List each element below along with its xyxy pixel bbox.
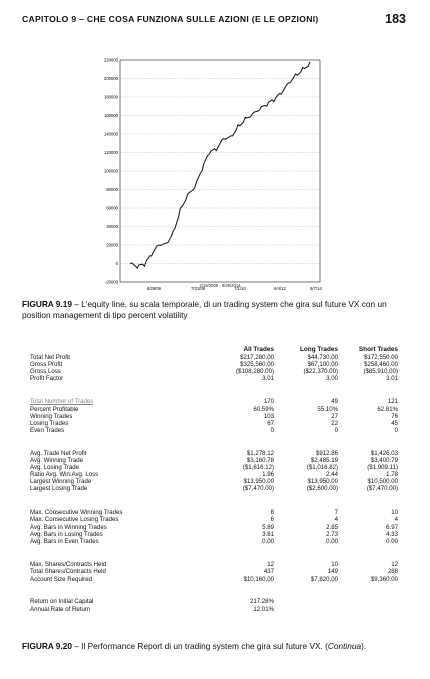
- row-value: 76: [391, 413, 398, 420]
- row-label: Profit Factor: [30, 375, 64, 382]
- y-tick-label: 120000: [104, 149, 118, 155]
- equity-line: [130, 62, 310, 268]
- row-label: Max. Shares/Contracts Held: [30, 561, 107, 568]
- row-label: Gross Profit: [30, 361, 63, 368]
- row-value: ($1,616.12): [242, 464, 274, 471]
- row-value: 0.00: [326, 538, 338, 545]
- row-value: 5.89: [262, 524, 274, 531]
- row-value: 0: [270, 427, 274, 434]
- row-value: ($1,016.82): [306, 464, 338, 471]
- y-tick-label: 40000: [106, 223, 118, 229]
- row-label: Even Trades: [30, 427, 65, 434]
- row-value: 8: [270, 509, 274, 516]
- row-value: $1,426.03: [370, 450, 398, 457]
- row-value: 12: [267, 561, 274, 568]
- row-value: ($108,280.00): [236, 368, 274, 375]
- report-row: [30, 538, 400, 546]
- x-tick-label: 7/31/08: [191, 286, 205, 290]
- caption-text: – Il Performance Report di un trading system che gira sul future VX. (: [71, 641, 328, 651]
- y-tick-label: 180000: [104, 94, 118, 100]
- row-value: $258,460.00: [364, 361, 398, 368]
- row-value: 0: [334, 427, 338, 434]
- col-long-trades: Long Trades: [300, 346, 338, 353]
- row-value: 3.01: [262, 375, 274, 382]
- row-label: Largest Losing Trade: [30, 485, 88, 492]
- y-tick-label: -20000: [104, 279, 118, 285]
- y-tick-label: 60000: [106, 205, 118, 211]
- row-value: 7: [334, 509, 338, 516]
- row-label: Total Shares/Contracts Held: [30, 568, 106, 575]
- row-value: ($1,909.11): [367, 464, 398, 471]
- row-label: Ratio Avg. Win:Avg. Loss: [30, 471, 99, 478]
- row-value: 27: [331, 413, 338, 420]
- row-value: 62.81%: [377, 406, 398, 413]
- report-row: [30, 516, 400, 524]
- caption-close: ).: [361, 641, 367, 651]
- y-tick-label: 160000: [104, 112, 118, 118]
- row-value: 217.28%: [249, 598, 274, 605]
- col-all-trades: All Trades: [243, 346, 274, 353]
- row-value: ($7,470.00): [366, 485, 398, 492]
- row-value: 67: [267, 420, 274, 427]
- row-value: 49: [331, 398, 338, 405]
- report-row: [30, 398, 400, 406]
- y-tick-label: 20000: [106, 242, 118, 248]
- row-value: 3.00: [326, 375, 338, 382]
- y-tick-label: 200000: [104, 75, 118, 81]
- row-label: Avg. Losing Trade: [30, 464, 80, 471]
- row-value: $217,280.00: [240, 354, 274, 361]
- row-value: 55.10%: [317, 406, 338, 413]
- x-tick-label: 6/4/12: [274, 286, 286, 290]
- report-row: [30, 375, 400, 383]
- x-tick-label: 7/1/10: [234, 286, 246, 290]
- y-tick-label: 220000: [104, 57, 118, 63]
- row-value: $3,160.78: [246, 457, 274, 464]
- x-axis-label: 2/16/2005 - 9/29/2014: [199, 283, 241, 288]
- row-label: Largest Winning Trade: [30, 478, 92, 485]
- row-value: 6.97: [386, 524, 398, 531]
- y-tick-label: 80000: [106, 186, 118, 192]
- report-row: [30, 576, 400, 584]
- row-value: ($85,910.00): [363, 368, 398, 375]
- running-header: CAPITOLO 9 – CHE COSA FUNZIONA SULLE AZIONI (E LE OPZIONI): [22, 14, 319, 24]
- row-value: 0.00: [386, 538, 398, 545]
- row-label: Max. Consecutive Winning Trades: [30, 509, 123, 516]
- row-label: Account Size Required: [30, 576, 92, 583]
- row-value: 0: [394, 427, 398, 434]
- row-value: 60.59%: [253, 406, 274, 413]
- row-value: $2,485.19: [310, 457, 338, 464]
- row-value: 3.01: [386, 375, 398, 382]
- y-tick-label: 0: [115, 260, 118, 266]
- equity-chart: [92, 40, 330, 290]
- row-label: Avg. Winning Trade: [30, 457, 84, 464]
- row-value: $172,550.00: [364, 354, 398, 361]
- row-value: 2.73: [326, 531, 338, 538]
- row-value: 1.78: [386, 471, 398, 478]
- figure-label: FIGURA 9.19: [22, 299, 72, 309]
- page-number: 183: [385, 12, 406, 26]
- row-value: 3.81: [262, 531, 274, 538]
- row-value: $10,500.00: [367, 478, 398, 485]
- row-value: $9,360.00: [370, 576, 398, 583]
- x-tick-label: 8/29/06: [147, 286, 161, 290]
- row-value: 10: [331, 561, 338, 568]
- row-value: 103: [263, 413, 274, 420]
- row-value: 6: [270, 516, 274, 523]
- row-value: 4: [334, 516, 338, 523]
- figure-9-19-caption: [22, 299, 410, 321]
- report-row: [30, 485, 400, 493]
- row-label: Losing Trades: [30, 420, 69, 427]
- row-label: Avg. Bars in Losing Trades: [30, 531, 103, 538]
- row-value: 12: [391, 561, 398, 568]
- col-short-trades: Short Trades: [358, 346, 398, 353]
- row-value: 288: [387, 568, 398, 575]
- column-headers: [30, 346, 400, 354]
- row-label: Percent Profitable: [30, 406, 79, 413]
- y-gridlines: [120, 60, 320, 282]
- row-label: Avg. Trade Net Profit: [30, 450, 87, 457]
- row-label: Max. Consecutive Losing Trades: [30, 516, 119, 523]
- row-value: ($7,470.00): [242, 485, 274, 492]
- row-value: ($22,370.00): [303, 368, 338, 375]
- row-value: 4.33: [386, 531, 398, 538]
- row-value: 121: [387, 398, 398, 405]
- figure-9-20-caption: [22, 641, 410, 652]
- row-value: $325,560.00: [240, 361, 274, 368]
- row-value: 1.96: [262, 471, 274, 478]
- y-tick-label: 100000: [104, 168, 118, 174]
- row-value: 437: [263, 568, 274, 575]
- row-value: ($2,600.00): [306, 485, 338, 492]
- y-tick-label: 140000: [104, 131, 118, 137]
- row-value: 170: [263, 398, 274, 405]
- row-label: Avg. Bars in Winning Trades: [30, 524, 107, 531]
- row-value: 149: [327, 568, 338, 575]
- y-tick-labels: [104, 57, 119, 284]
- row-value: $44,730.00: [307, 354, 338, 361]
- row-value: 4: [394, 516, 398, 523]
- row-value: $3,400.79: [370, 457, 398, 464]
- row-value: $10,160.00: [243, 576, 274, 583]
- continua-text: Continua: [327, 641, 362, 651]
- row-label: Total Net Profit: [30, 354, 70, 361]
- row-value: 45: [391, 420, 398, 427]
- row-value: $1,278.12: [246, 450, 274, 457]
- report-row: [30, 568, 400, 576]
- row-label: Winning Trades: [30, 413, 73, 420]
- figure-label: FIGURA 9.20: [22, 641, 72, 651]
- row-value: $912.86: [315, 450, 338, 457]
- row-value: 22: [331, 420, 338, 427]
- report-row: [30, 606, 400, 614]
- row-value: $13,950.00: [307, 478, 338, 485]
- row-value: $67,100.00: [307, 361, 338, 368]
- row-label: Total Number of Trades: [30, 398, 94, 405]
- row-value: $7,820.00: [310, 576, 338, 583]
- row-value: 2.85: [326, 524, 338, 531]
- row-value: 12.01%: [253, 606, 274, 613]
- row-value: 10: [391, 509, 398, 516]
- report-row: [30, 598, 400, 606]
- row-value: 0.00: [262, 538, 274, 545]
- row-value: 2.44: [326, 471, 338, 478]
- row-value: $13,950.00: [243, 478, 274, 485]
- report-row: [30, 427, 400, 435]
- x-tick-label: 5/7/14: [310, 286, 322, 290]
- row-label: Avg. Bars in Even Trades: [30, 538, 99, 545]
- row-label: Annual Rate of Return: [30, 606, 91, 613]
- caption-text: – L'equity line, su scala temporale, di un trading system che gira sul future VX con un position management di tipo percent volatility: [22, 299, 387, 320]
- row-label: Return on Initial Capital: [30, 598, 94, 605]
- row-label: Gross Loss: [30, 368, 61, 375]
